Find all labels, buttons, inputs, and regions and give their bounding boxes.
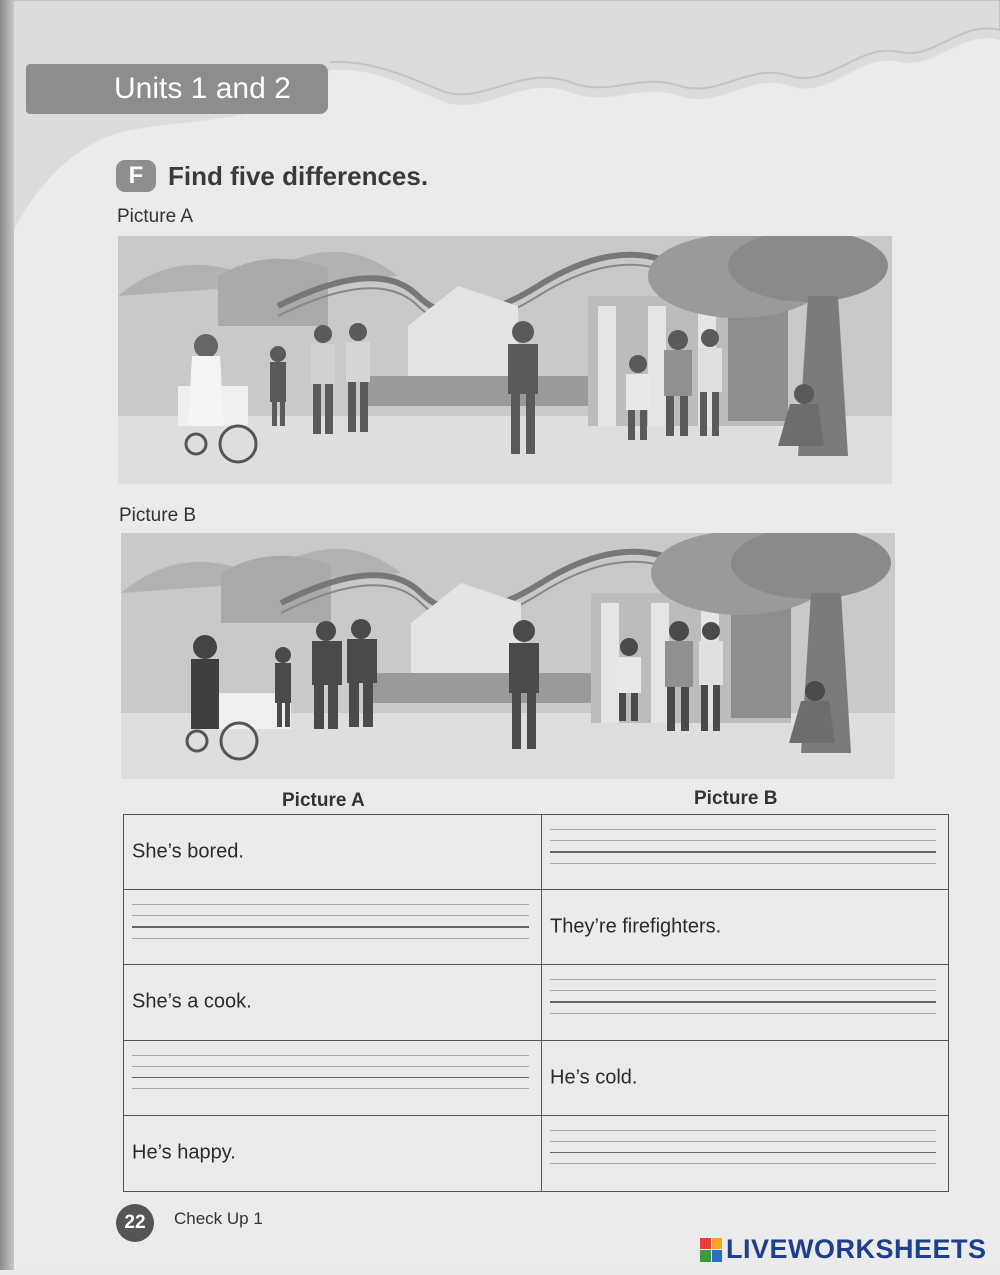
picture-a-label: Picture A [117,206,194,227]
section-letter-badge: F [116,160,156,192]
table-cell-text: She’s a cook. [132,990,252,1013]
answer-field-a-4[interactable] [124,1041,542,1116]
section-heading [116,158,428,194]
column-heading-picture-a: Picture A [282,790,365,811]
answer-field-a-2[interactable] [124,890,542,965]
table-cell-b-2 [542,890,948,965]
liveworksheets-logo-icon [700,1238,722,1262]
table-cell-text: She’s bored. [132,840,244,863]
writing-lines [550,829,936,875]
liveworksheets-brand[interactable] [700,1234,987,1265]
brand-name: LIVEWORKSHEETS [726,1234,987,1264]
column-heading-picture-b: Picture B [694,788,778,809]
differences-table [123,814,949,1192]
section-title: Find five differences. [168,160,429,191]
writing-lines [132,1055,529,1101]
page-number-badge: 22 [116,1204,154,1242]
picture-b-label: Picture B [119,505,197,526]
writing-lines [132,904,529,950]
footer-check-up: Check Up 1 [174,1209,263,1228]
table-cell-b-4 [542,1041,948,1116]
answer-field-b-3[interactable] [542,965,948,1040]
table-cell-text: He’s cold. [550,1066,638,1089]
logo-square [712,1238,723,1250]
answer-field-b-5[interactable] [542,1116,948,1191]
table-cell-text: They’re firefighters. [550,915,722,938]
table-cell-a-3 [124,965,542,1040]
table-cell-a-5 [124,1116,542,1191]
picture-b-illustration [121,533,895,779]
unit-banner: Units 1 and 2 [26,64,328,114]
writing-lines [550,1130,936,1177]
writing-lines [550,979,936,1025]
table-cell-text: He’s happy. [132,1141,236,1164]
book-spine [0,0,14,1270]
table-cell-a-1 [124,815,542,890]
logo-square [700,1238,711,1250]
answer-field-b-1[interactable] [542,815,948,890]
logo-square [700,1250,711,1262]
logo-square [712,1250,723,1262]
picture-a-illustration [118,236,892,484]
